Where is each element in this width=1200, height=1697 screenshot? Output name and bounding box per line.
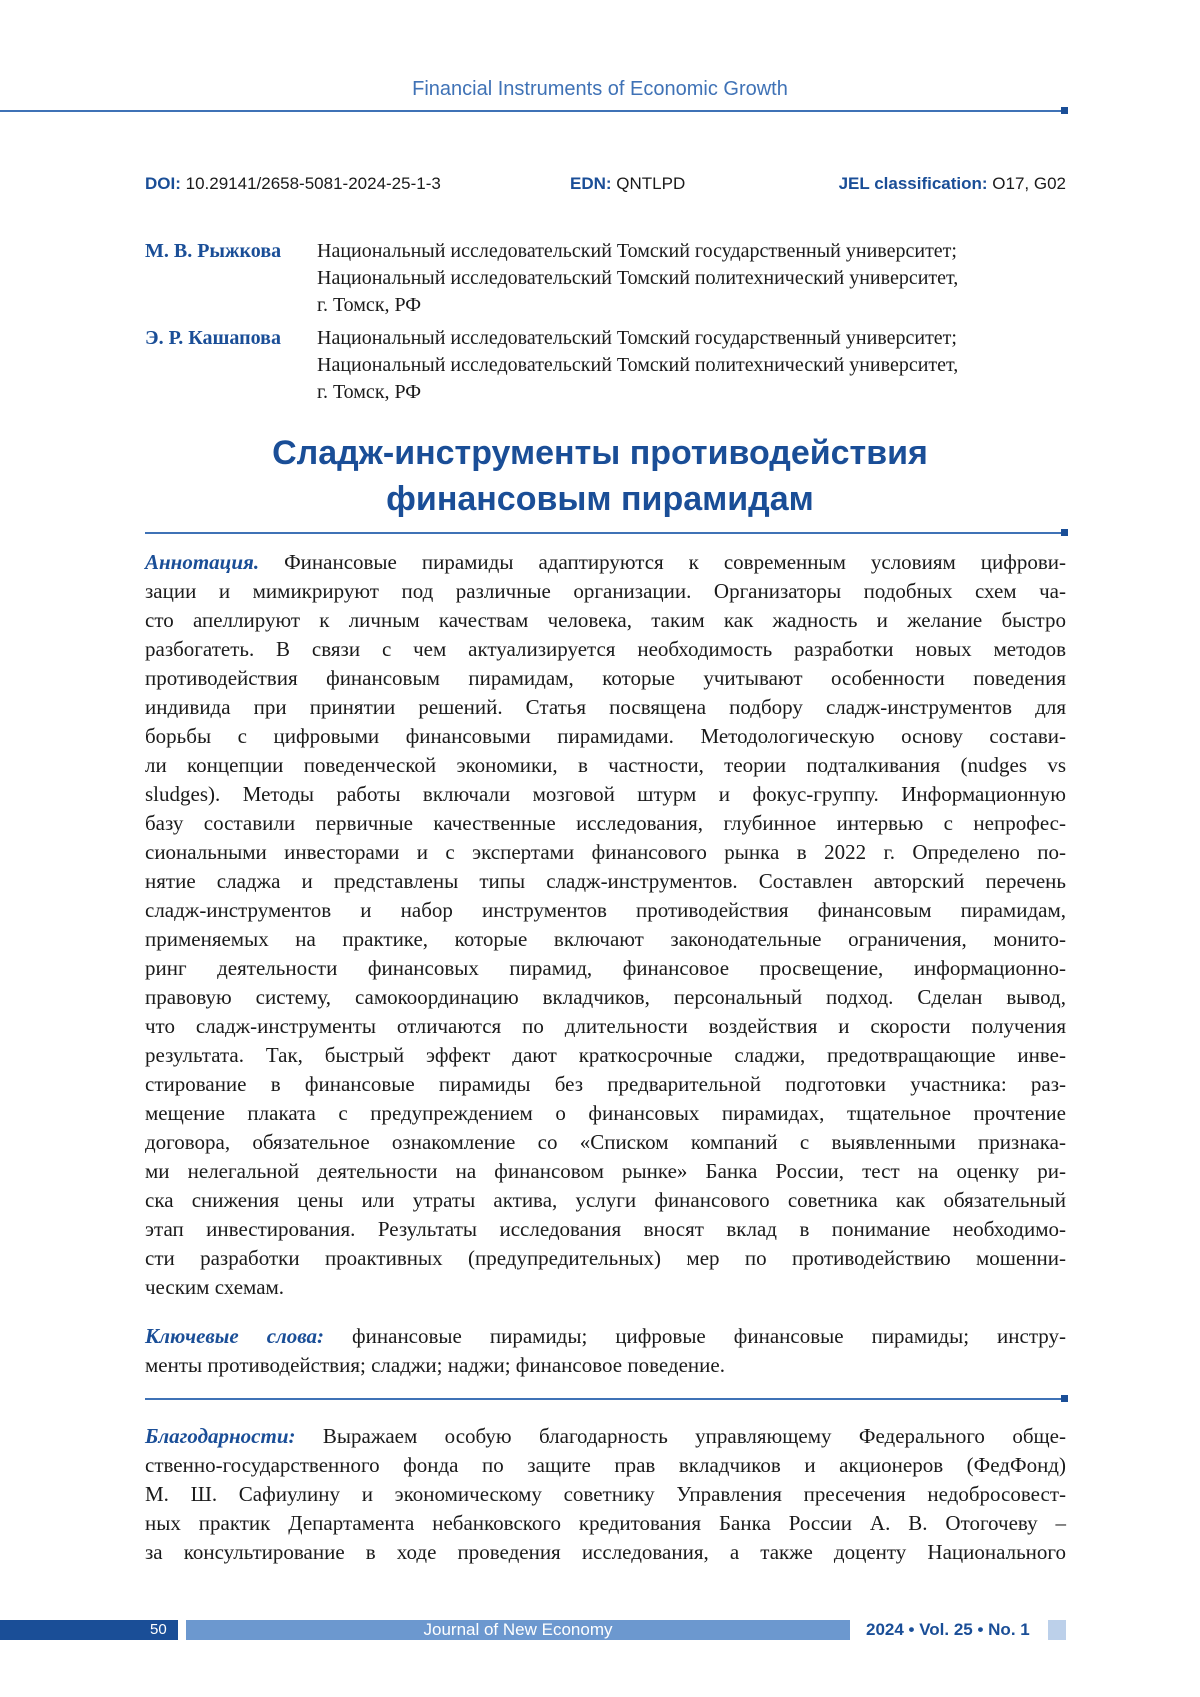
jel-value: O17, G02: [988, 174, 1066, 193]
jel-label: JEL classification:: [839, 174, 988, 193]
title-rule: [145, 532, 1066, 534]
page-number: 50: [150, 1620, 167, 1640]
abstract-line: нятие сладжа и представлены типы сладж-инструментов. Составлен авторский перечень: [145, 867, 1066, 896]
abstract-line: договора, обязательное ознакомление со «Списком компаний с выявленными признака-: [145, 1128, 1066, 1157]
abstract-line: ли концепции поведенческой экономики, в частности, теории подталкивания (nudges vs: [145, 751, 1066, 780]
article-title: [0, 430, 1200, 522]
acknowledgements-label: Благодарности:: [145, 1424, 296, 1448]
doi-value: 10.29141/2658-5081-2024-25-1-3: [181, 174, 441, 193]
abstract-line: стирование в финансовые пирамиды без предварительной подготовки участника: раз-: [145, 1070, 1066, 1099]
abstract-line: Аннотация. Финансовые пирамиды адаптируются к современным условиям цифрови-: [145, 548, 1066, 577]
edn-label: EDN:: [570, 174, 612, 193]
abstract: [145, 548, 1066, 1302]
affiliation-line: Национальный исследовательский Томский политехнический университет,: [317, 352, 1065, 379]
affiliation-line: Национальный исследовательский Томский государственный университет;: [317, 325, 1065, 352]
abstract-line: сто апеллируют к личным качествам человека, таким как жадность и желание быстро: [145, 606, 1066, 635]
running-header: Financial Instruments of Economic Growth: [0, 78, 1200, 101]
abstract-line: сти разработки проактивных (предупредительных) мер по противодействию мошенни-: [145, 1244, 1066, 1273]
abstract-line: результата. Так, быстрый эффект дают краткосрочные сладжи, предотвращающие инве-: [145, 1041, 1066, 1070]
doi: [145, 174, 441, 194]
edn: [570, 174, 685, 194]
author-affiliation: [317, 238, 1065, 319]
keywords-line: менты противодействия; сладжи; наджи; финансовое поведение.: [145, 1351, 1066, 1380]
affiliation-line: г. Томск, РФ: [317, 292, 1065, 319]
affiliation-line: г. Томск, РФ: [317, 379, 1065, 406]
abstract-line: sludges). Методы работы включали мозговой штурм и фокус-группу. Информационную: [145, 780, 1066, 809]
abstract-line: борьбы с цифровыми финансовыми пирамидами. Методологическую основу состави-: [145, 722, 1066, 751]
author-entry: [145, 238, 1065, 319]
edn-value: QNTLPD: [612, 174, 686, 193]
title-line: финансовым пирамидам: [0, 476, 1200, 522]
author-affiliation: [317, 325, 1065, 406]
title-line: Сладж-инструменты противодействия: [0, 430, 1200, 476]
author-list: [145, 238, 1065, 412]
author-entry: [145, 325, 1065, 406]
author-name: Э. Р. Кашапова: [145, 325, 317, 406]
acknowledgements-line: Благодарности: Выражаем особую благодарность управляющему Федерального обще-: [145, 1422, 1066, 1451]
abstract-line: разбогатеть. В связи с чем актуализируется необходимость разработки новых методов: [145, 635, 1066, 664]
page-number-bar: [0, 1620, 178, 1640]
journal-name: Journal of New Economy: [186, 1620, 850, 1640]
header-rule: [0, 110, 1066, 112]
abstract-line: ринг деятельности финансовых пирамид, финансовое просвещение, информационно-: [145, 954, 1066, 983]
abstract-line: зации и мимикрируют под различные организации. Организаторы подобных схем ча-: [145, 577, 1066, 606]
abstract-line: что сладж-инструменты отличаются по длительности воздействия и скорости получения: [145, 1012, 1066, 1041]
affiliation-line: Национальный исследовательский Томский государственный университет;: [317, 238, 1065, 265]
abstract-line: базу составили первичные качественные исследования, глубинное интервью с непрофес-: [145, 809, 1066, 838]
abstract-line: правовую систему, самокоординацию вкладчиков, персональный подход. Сделан вывод,: [145, 983, 1066, 1012]
keywords-rule: [145, 1398, 1066, 1400]
abstract-line: противодействия финансовым пирамидам, которые учитывают особенности поведения: [145, 664, 1066, 693]
abstract-label: Аннотация.: [145, 550, 259, 574]
abstract-line: индивида при принятии решений. Статья посвящена подбору сладж-инструментов для: [145, 693, 1066, 722]
abstract-line: мещение плаката с предупреждением о финансовых пирамидах, тщательное прочтение: [145, 1099, 1066, 1128]
doi-label: DOI:: [145, 174, 181, 193]
affiliation-line: Национальный исследовательский Томский политехнический университет,: [317, 265, 1065, 292]
abstract-line: сладж-инструментов и набор инструментов противодействия финансовым пирамидам,: [145, 896, 1066, 925]
abstract-line: ска снижения цены или утраты актива, услуги финансового советника как обязательный: [145, 1186, 1066, 1215]
abstract-line: сиональными инвесторами и с экспертами финансового рынка в 2022 г. Определено по-: [145, 838, 1066, 867]
acknowledgements-line: ственно-государственного фонда по защите прав вкладчиков и акционеров (ФедФонд): [145, 1451, 1066, 1480]
author-name: М. В. Рыжкова: [145, 238, 317, 319]
acknowledgements-line: ных практик Департамента небанковского кредитования Банка России А. В. Отогочеву –: [145, 1509, 1066, 1538]
abstract-line: ми нелегальной деятельности на финансовом рынке» Банка России, тест на оценку ри-: [145, 1157, 1066, 1186]
acknowledgements: [145, 1422, 1066, 1567]
keywords-label: Ключевые слова:: [145, 1324, 324, 1348]
keywords: [145, 1322, 1066, 1380]
keywords-line: Ключевые слова: финансовые пирамиды; цифровые финансовые пирамиды; инстру-: [145, 1322, 1066, 1351]
jel-classification: [839, 174, 1066, 194]
acknowledgements-line: М. Ш. Сафиулину и экономическому советнику Управления пресечения недобросовест-: [145, 1480, 1066, 1509]
issue-info: 2024 • Vol. 25 • No. 1: [866, 1620, 1030, 1640]
abstract-line: ческим схемам.: [145, 1273, 1066, 1302]
abstract-line: применяемых на практике, которые включают законодательные ограничения, монито-: [145, 925, 1066, 954]
footer-square: [1048, 1620, 1066, 1640]
page-footer: [0, 1620, 1200, 1642]
acknowledgements-line: за консультирование в ходе проведения исследования, а также доценту Национального: [145, 1538, 1066, 1567]
abstract-line: этап инвестирования. Результаты исследования вносят вклад в понимание необходимо-: [145, 1215, 1066, 1244]
